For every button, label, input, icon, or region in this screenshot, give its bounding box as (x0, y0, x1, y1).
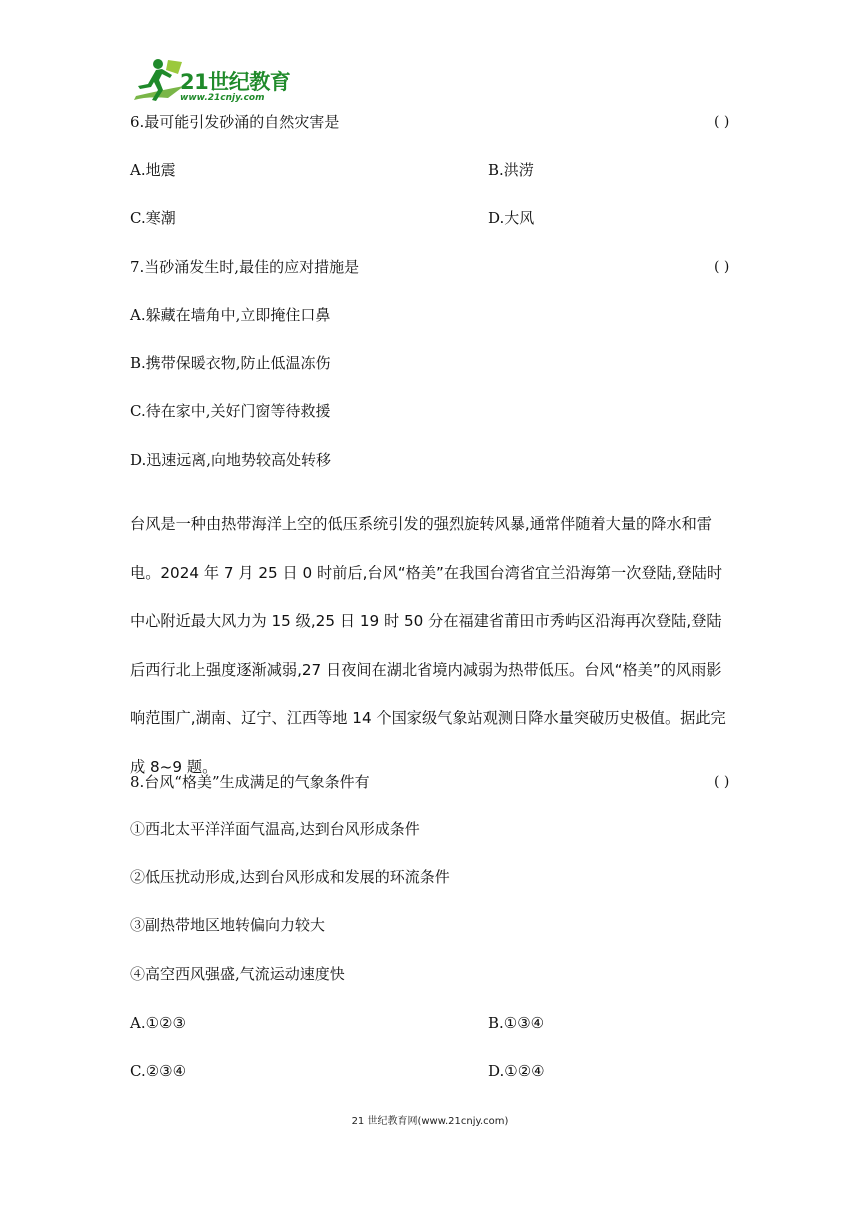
question-8-stem: 8.台风“格美”生成满足的气象条件有 (130, 773, 370, 791)
brand-name: 21世纪教育 (180, 70, 291, 94)
reading-passage (130, 500, 730, 791)
brand-url: www.21cnjy.com (180, 93, 265, 103)
question-6-option-a: A.地震 (130, 161, 176, 179)
question-8-statement-4: ④高空西风强盛,气流运动速度快 (130, 965, 345, 983)
runner-logo-icon (128, 56, 186, 106)
question-8-option-d: D.①②④ (488, 1062, 545, 1080)
question-8-option-a: A.①②③ (130, 1014, 186, 1032)
question-6-answer-bracket: ( ) (714, 114, 730, 130)
question-7-stem: 7.当砂涌发生时,最佳的应对措施是 (130, 258, 360, 276)
passage-text: 台风是一种由热带海洋上空的低压系统引发的强烈旋转风暴,通常伴随着大量的降水和雷电。2024 年 7 月 25 日 0 时前后,台风“格美”在我国台湾省宜兰沿海第一次登陆,登陆时中心附近最大风力为 15 级,25 日 19 时 50 分在福建省莆田市秀屿区沿海再次登陆,登陆后西行北上强度逐渐减弱,27 日夜间在湖北省境内减弱为热带低压。台风“格美”的风雨影响范围广,湖南、辽宁、江西等地 14 个国家级气象站观测日降水量突破历史极值。据此完成 8~9 题。 (130, 515, 726, 776)
question-7-option-d: D.迅速远离,向地势较高处转移 (130, 451, 332, 469)
question-6-option-d: D.大风 (488, 209, 535, 227)
site-logo (128, 56, 298, 106)
question-8-answer-bracket: ( ) (714, 774, 730, 790)
question-7-option-a: A.躲藏在墙角中,立即掩住口鼻 (130, 306, 331, 324)
question-7-answer-bracket: ( ) (714, 259, 730, 275)
page-footer: 21 世纪教育网(www.21cnjy.com) (351, 1116, 509, 1127)
question-6-option-c: C.寒潮 (130, 209, 176, 227)
question-6-stem: 6.最可能引发砂涌的自然灾害是 (130, 113, 340, 131)
question-7-option-b: B.携带保暖衣物,防止低温冻伤 (130, 354, 331, 372)
question-8-option-b: B.①③④ (488, 1014, 545, 1032)
question-8-option-c: C.②③④ (130, 1062, 187, 1080)
question-8-statement-2: ②低压扰动形成,达到台风形成和发展的环流条件 (130, 868, 450, 886)
question-6-option-b: B.洪涝 (488, 161, 534, 179)
question-8-statement-3: ③副热带地区地转偏向力较大 (130, 916, 326, 934)
question-8-statement-1: ①西北太平洋洋面气温高,达到台风形成条件 (130, 820, 420, 838)
question-7-option-c: C.待在家中,关好门窗等待救援 (130, 402, 331, 420)
